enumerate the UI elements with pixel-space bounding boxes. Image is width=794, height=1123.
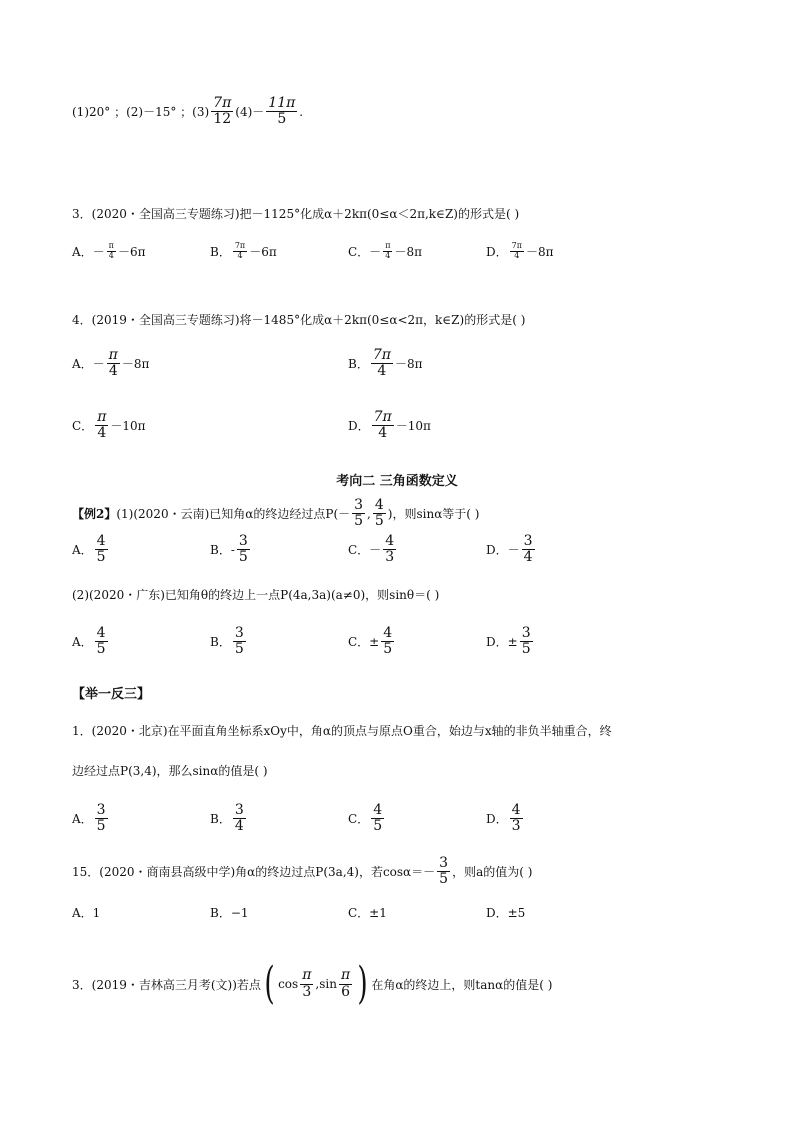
answer-part-2: (4)－ (235, 105, 265, 120)
option-label: C． (72, 419, 94, 434)
option-fraction (372, 410, 394, 442)
p3-fraction-sin (339, 968, 352, 1000)
fraction-denominator: 4 (97, 425, 107, 442)
fraction-denominator: 5 (354, 513, 364, 530)
ex2-comma: , (367, 506, 371, 521)
fraction-denominator: 3 (302, 983, 312, 1000)
fraction-denominator: 4 (108, 250, 114, 260)
q3-option-c (348, 242, 422, 261)
fraction-denominator: 4 (378, 425, 388, 442)
option-fraction (233, 626, 246, 658)
option-label: A． (72, 635, 93, 650)
fraction-denominator: 4 (237, 250, 243, 260)
ex2-fraction-2 (373, 498, 386, 530)
option-label: B． (210, 812, 231, 827)
fraction-numerator: 3 (521, 625, 531, 641)
fraction-denominator: 4 (234, 818, 244, 835)
p3-stem-a: 3．(2019・吉林高三月考(文))若点 (72, 977, 261, 992)
fraction-denominator: 5 (439, 871, 449, 888)
option-label: B．- (210, 543, 235, 558)
option-label: A． (72, 812, 93, 827)
option-label: A．－ (72, 244, 105, 259)
option-fraction (95, 410, 108, 442)
fraction-numerator: 7π (213, 95, 232, 111)
p15-stem-a: 15．(2020・商南县高级中学)角α的终边过点P(3a,4)，若cosα＝－ (72, 865, 436, 880)
fraction-numerator: 3 (523, 533, 533, 549)
fraction-numerator: π (108, 347, 118, 363)
fraction-numerator: 7π (234, 241, 246, 250)
p1-option-a (72, 803, 110, 835)
fraction-denominator: 12 (213, 111, 232, 128)
fraction-numerator: π (97, 409, 107, 425)
option-fraction (371, 348, 393, 380)
p1-stem-b: 边经过点P(3,4)，那么sinα的值是( ) (72, 764, 268, 778)
fraction-numerator: 4 (511, 802, 521, 818)
option-label: D．± (486, 635, 518, 650)
option-fraction (371, 803, 384, 835)
fraction-numerator: 4 (374, 497, 384, 513)
p15-option-b: B．−1 (210, 906, 249, 920)
option-label: B． (348, 357, 369, 372)
option-tail: －8π (525, 244, 554, 259)
fraction-numerator: 7π (511, 241, 522, 250)
fraction-numerator: 3 (439, 855, 449, 871)
fraction-numerator: 4 (96, 625, 106, 641)
fraction-denominator: 5 (374, 513, 384, 530)
option-label: A． (72, 543, 93, 558)
fraction-denominator: 3 (385, 549, 395, 566)
fraction-7pi-12 (211, 96, 233, 128)
left-paren: ( (264, 958, 275, 1009)
p3-stem (72, 958, 553, 1009)
fraction-denominator: 6 (341, 983, 350, 1000)
fraction-denominator: 5 (234, 641, 244, 658)
p15-stem (72, 856, 532, 888)
section-title: 考向二 三角函数定义 (336, 474, 458, 489)
option-tail: －10π (395, 419, 431, 434)
fraction-denominator: 5 (96, 549, 106, 566)
fraction-numerator: 4 (373, 802, 383, 818)
option-fraction (383, 242, 392, 261)
option-tail: －8π (121, 357, 150, 372)
q4-option-d (348, 410, 431, 442)
option-fraction (381, 626, 394, 658)
option-tail: －10π (110, 419, 146, 434)
option-fraction (95, 626, 108, 658)
option-fraction (522, 534, 535, 566)
p1-stem-a: 1．(2020・北京)在平面直角坐标系xOy中，角α的顶点与原点O重合，始边与x轴的非负半轴重合，终 (72, 724, 612, 738)
fraction-numerator: π (340, 967, 351, 984)
option-fraction (237, 534, 250, 566)
fraction-numerator: 7π (373, 409, 392, 425)
fraction-denominator: 5 (383, 641, 393, 658)
fraction-denominator: 4 (385, 250, 391, 260)
fraction-denominator: 5 (96, 641, 106, 658)
fraction-numerator: π (302, 967, 312, 984)
q4-option-a (72, 348, 149, 380)
option-fraction (510, 803, 523, 835)
fraction-numerator: π (108, 241, 114, 250)
fraction-denominator: 5 (277, 111, 287, 128)
ex2-stem-2: (2)(2020・广东)已知角θ的终边上一点P(4a,3a)(a≠0)，则sinθ＝( ) (72, 588, 440, 602)
option-label: C．± (348, 635, 380, 650)
option-label: D． (348, 419, 370, 434)
option-tail: －8π (394, 244, 422, 259)
option-tail: －8π (394, 357, 423, 372)
ex2-q2-option-b (210, 626, 248, 658)
sin-label: ,sin (315, 977, 337, 991)
q3-option-b (210, 242, 277, 261)
option-fraction (520, 626, 533, 658)
q3-option-a (72, 242, 145, 261)
ex2-q2-option-a (72, 626, 110, 658)
fraction-numerator: 7π (372, 347, 391, 363)
option-fraction (233, 803, 246, 835)
answer-part-1: (1)20° ；(2)－15° ；(3) (72, 105, 210, 120)
q4-stem: 4．(2019・全国高三专题练习)将－1485°化成α＋2kπ(0≤α<2π，k∈Z)的形式是( ) (72, 313, 526, 327)
option-fraction (233, 242, 247, 261)
fraction-numerator: 3 (234, 802, 244, 818)
p3-stem-b: 在角α的终边上，则tanα的值是( ) (371, 977, 553, 992)
option-fraction (95, 803, 108, 835)
fraction-denominator: 3 (511, 818, 521, 835)
option-fraction (107, 242, 116, 261)
fraction-numerator: 11π (268, 95, 296, 111)
ex2-stem-b: )，则sinα等于( ) (387, 507, 480, 522)
p15-fraction (437, 856, 450, 888)
q3-option-d (486, 242, 554, 261)
option-tail: －6π (249, 244, 277, 259)
fraction-numerator: 3 (234, 625, 244, 641)
option-fraction (510, 242, 524, 261)
fraction-numerator: 4 (385, 533, 395, 549)
fraction-numerator: 3 (96, 802, 106, 818)
p1-option-b (210, 803, 248, 835)
p15-option-a: A．1 (72, 906, 101, 920)
fraction-denominator: 5 (521, 641, 531, 658)
fraction-denominator: 4 (377, 363, 387, 380)
ex2-option-a (72, 534, 110, 566)
answer-line (72, 96, 303, 128)
option-label: B． (210, 244, 231, 259)
answer-end: . (299, 104, 304, 119)
fraction-numerator: 4 (96, 533, 106, 549)
fraction-11pi-5 (266, 96, 297, 128)
fraction-numerator: 4 (383, 625, 393, 641)
option-label: D．－ (486, 543, 520, 558)
option-label: B． (210, 635, 231, 650)
option-fraction (383, 534, 396, 566)
ex2-option-b (210, 534, 252, 566)
fraction-denominator: 5 (96, 818, 106, 835)
practice-title: 【举一反三】 (72, 687, 151, 702)
q3-stem: 3．(2020・全国高三专题练习)把－1125°化成α＋2kπ(0≤α＜2π,k∈Z)的形式是( ) (72, 207, 520, 221)
ex2-label: 【例2】 (72, 507, 117, 522)
p3-fraction-cos (300, 968, 313, 1000)
option-fraction (107, 348, 120, 380)
ex2-q2-option-d (486, 626, 535, 658)
p1-option-d (486, 803, 525, 835)
option-label: A．－ (72, 357, 105, 372)
ex2-fraction-1 (352, 498, 365, 530)
q4-option-c (72, 410, 146, 442)
p15-stem-b: ，则a的值为( ) (452, 865, 533, 880)
option-label: D． (486, 812, 508, 827)
fraction-denominator: 4 (514, 250, 520, 260)
fraction-denominator: 5 (373, 818, 383, 835)
q4-option-b (348, 348, 422, 380)
fraction-numerator: π (385, 241, 391, 250)
cos-label: cos (278, 977, 299, 991)
p15-option-c: C．±1 (348, 906, 387, 920)
ex2-option-c (348, 534, 398, 566)
ex2-option-d (486, 534, 537, 566)
fraction-denominator: 5 (238, 549, 248, 566)
right-paren: ) (357, 958, 368, 1009)
ex2-stem (72, 498, 480, 530)
option-fraction (95, 534, 108, 566)
option-label: C． (348, 812, 370, 827)
option-label: C．－ (348, 543, 382, 558)
p1-option-c (348, 803, 386, 835)
option-label: D． (486, 244, 508, 259)
p15-option-d: D．±5 (486, 906, 526, 920)
ex2-stem-a: (1)(2020・云南)已知角α的终边经过点P(－ (116, 507, 351, 522)
fraction-denominator: 4 (108, 363, 118, 380)
option-label: C．－ (348, 244, 382, 259)
ex2-q2-option-c (348, 626, 396, 658)
fraction-numerator: 3 (238, 533, 248, 549)
fraction-numerator: 3 (354, 497, 364, 513)
option-tail: －6π (117, 244, 146, 259)
fraction-denominator: 4 (523, 549, 533, 566)
